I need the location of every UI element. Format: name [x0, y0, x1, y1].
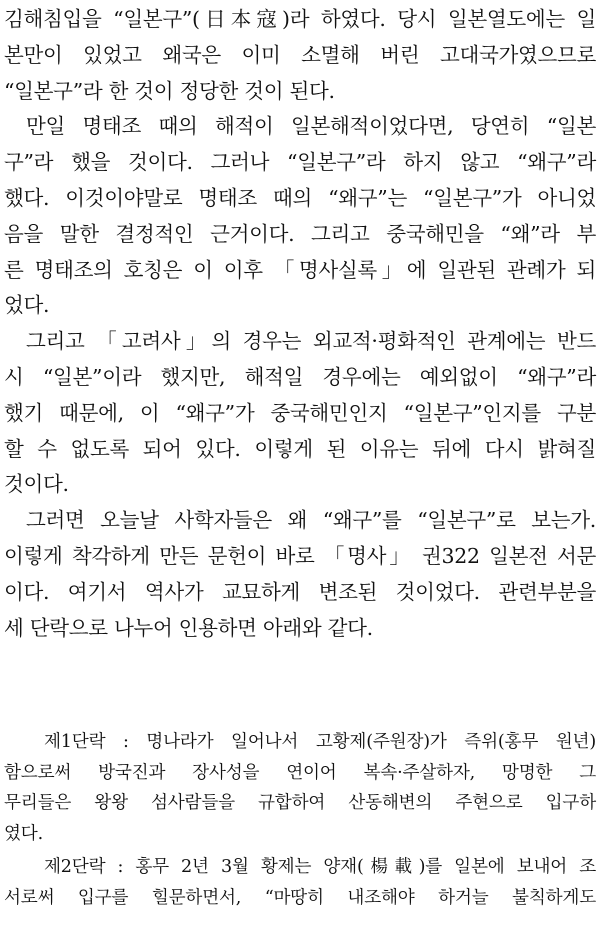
text-line: 른 명태조의 호칭은 이 이후 「명사실록」에 일관된 관례가 되 — [4, 257, 596, 282]
text-line: 었다. — [4, 293, 50, 318]
text-line: 본만이 있었고 왜국은 이미 소멸해 버린 고대국가였으므로 — [4, 42, 596, 67]
quote-line: 서로써 입구를 힐문하면서, “마땅히 내조해야 하거늘 불칙하게도 — [4, 887, 596, 908]
quote-line: 였다. — [4, 823, 43, 844]
text-line: 그리고 「고려사」의 경우는 외교적·평화적인 관계에는 반드 — [26, 329, 596, 354]
quote-block-2 — [4, 852, 596, 913]
text-line: 그러면 오늘날 사학자들은 왜 “왜구”를 “일본구”로 보는가. — [26, 508, 596, 533]
text-line: 세 단락으로 나누어 인용하면 아래와 같다. — [4, 615, 373, 640]
text-line: 음을 말한 결정적인 근거이다. 그리고 중국해민을 “왜”라 부 — [4, 221, 596, 246]
text-line: 구”라 했을 것이다. 그러나 “일본구”라 하지 않고 “왜구”라 — [4, 150, 596, 175]
text-line: “일본구”라 한 것이 정당한 것이 된다. — [4, 78, 335, 103]
text-line: 김해침입을 “일본구”(日本寇)라 하였다. 당시 일본열도에는 일 — [4, 7, 596, 31]
text-line: 했다. 이것이야말로 명태조 때의 “왜구”는 “일본구”가 아니었 — [4, 185, 596, 210]
text-line: 이다. 여기서 역사가 교묘하게 변조된 것이었다. 관련부분을 — [4, 579, 596, 604]
text-line: 이렇게 착각하게 만든 문헌이 바로 「명사」 권322 일본전 서문 — [4, 543, 596, 568]
quote-block-1 — [4, 727, 596, 849]
quote-line: 제2단락 : 홍무 2년 3월 황제는 양재(楊載)를 일본에 보내어 조 — [44, 857, 596, 877]
quote-line: 무리들은 왕왕 섬사람들을 규합하여 산동해변의 주현으로 입구하 — [4, 793, 596, 814]
text-line: 것이다. — [4, 472, 69, 497]
text-line: 시 “일본”이라 했지만, 해적일 경우에는 예외없이 “왜구”라 — [4, 364, 596, 389]
quote-line: 제1단락 : 명나라가 일어나서 고황제(주원장)가 즉위(홍무 원년) — [44, 732, 596, 752]
text-line: 했기 때문에, 이 “왜구”가 중국해민인지 “일본구”인지를 구분 — [4, 400, 596, 425]
text-line: 만일 명태조 때의 해적이 일본해적이었다면, 당연히 “일본 — [26, 114, 596, 139]
text-line: 할 수 없도록 되어 있다. 이렇게 된 이유는 뒤에 다시 밝혀질 — [4, 436, 596, 461]
body-text — [4, 2, 596, 646]
quote-line: 함으로써 방국진과 장사성을 연이어 복속·주살하자, 망명한 그 — [4, 762, 596, 783]
